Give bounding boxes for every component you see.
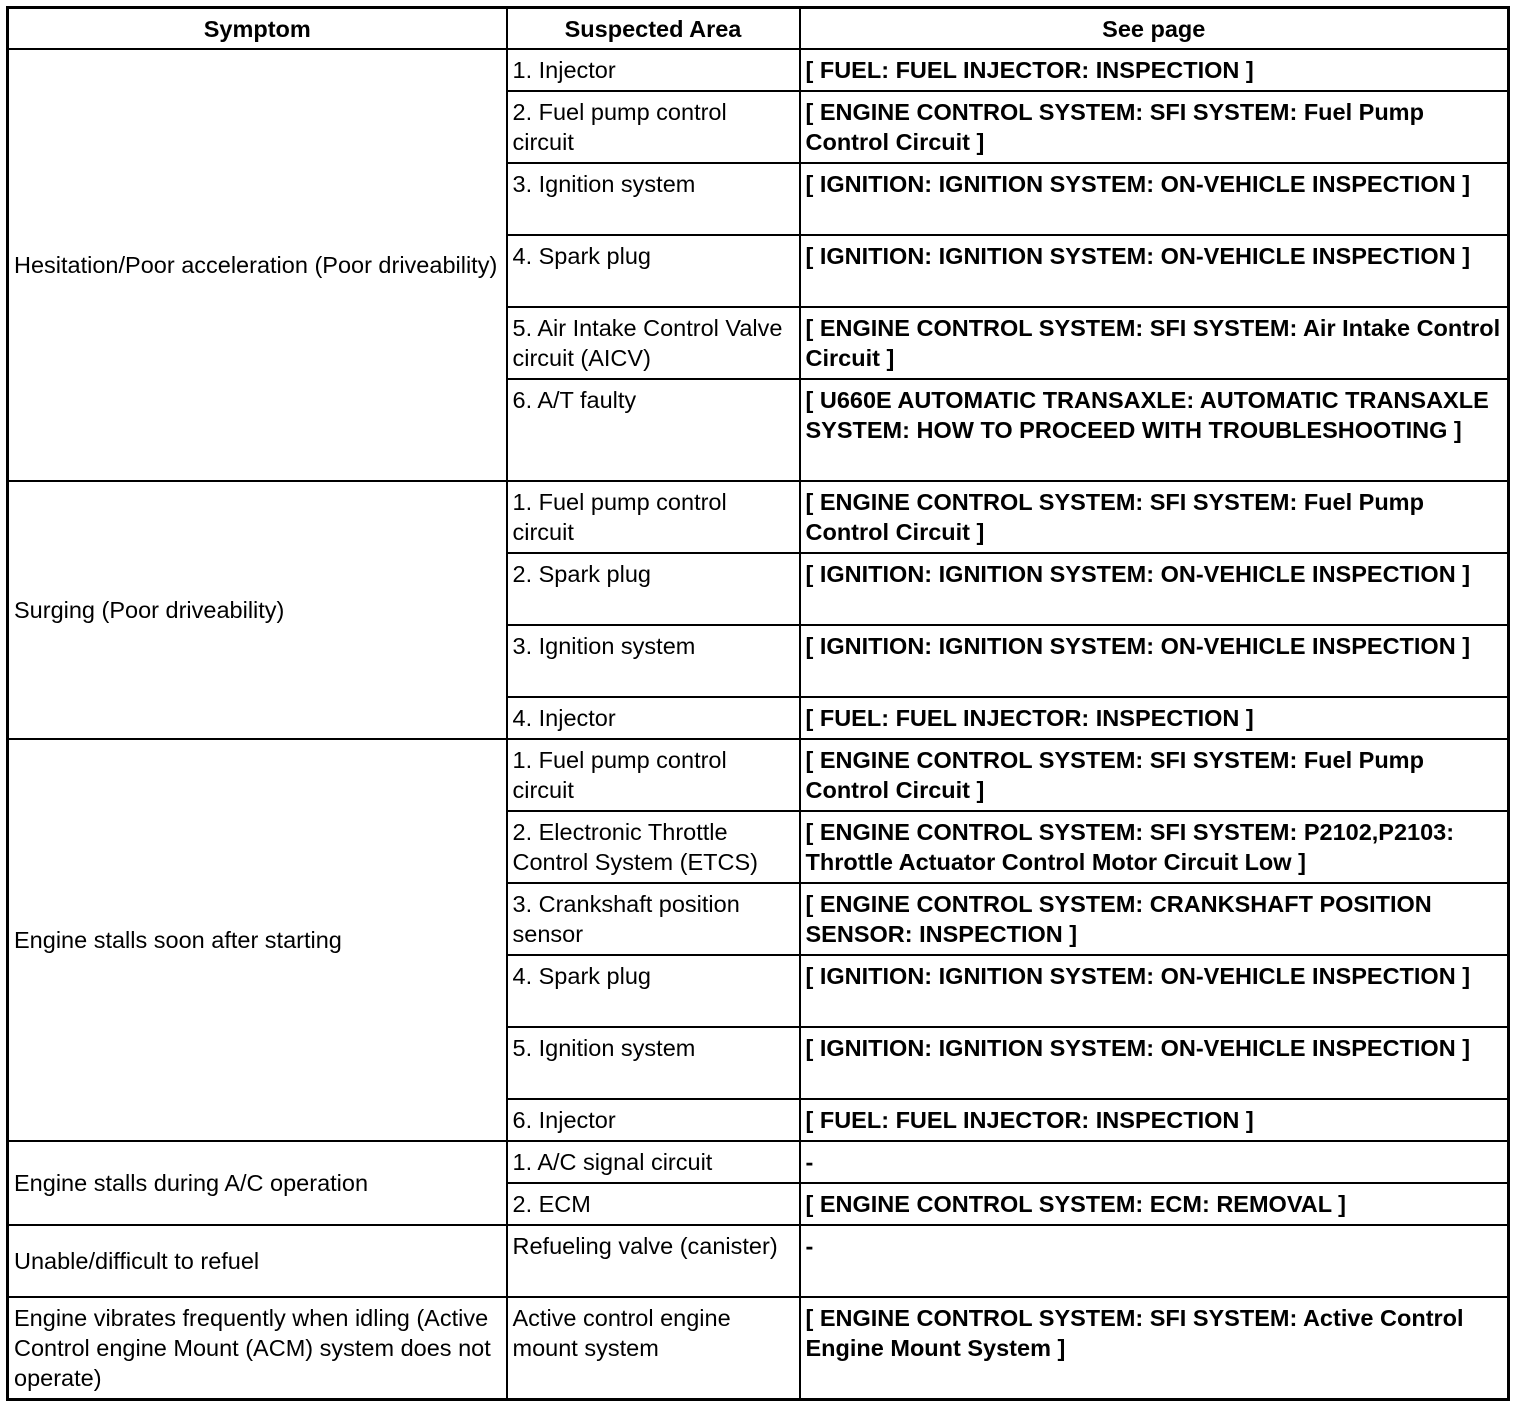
suspected-area-cell: 5. Air Intake Control Valve circuit (AICV) <box>507 307 800 379</box>
see-page-reference: [ IGNITION: IGNITION SYSTEM: ON-VEHICLE INSPECTION ] <box>800 163 1509 235</box>
suspected-area-cell: 3. Crankshaft position sensor <box>507 883 800 955</box>
header-see-page: See page <box>800 8 1509 50</box>
symptom-cell: Surging (Poor driveability) <box>8 481 507 739</box>
symptom-cell: Hesitation/Poor acceleration (Poor driveability) <box>8 49 507 481</box>
see-page-reference: [ IGNITION: IGNITION SYSTEM: ON-VEHICLE INSPECTION ] <box>800 1027 1509 1099</box>
see-page-reference: [ FUEL: FUEL INJECTOR: INSPECTION ] <box>800 49 1509 91</box>
see-page-reference: [ ENGINE CONTROL SYSTEM: SFI SYSTEM: Fuel Pump Control Circuit ] <box>800 739 1509 811</box>
suspected-area-cell: Active control engine mount system <box>507 1297 800 1400</box>
see-page-reference: [ IGNITION: IGNITION SYSTEM: ON-VEHICLE INSPECTION ] <box>800 625 1509 697</box>
suspected-area-cell: 6. Injector <box>507 1099 800 1141</box>
suspected-area-cell: 1. A/C signal circuit <box>507 1141 800 1183</box>
table-row <box>8 49 1509 91</box>
suspected-area-cell: 2. Electronic Throttle Control System (ETCS) <box>507 811 800 883</box>
see-page-reference: [ ENGINE CONTROL SYSTEM: SFI SYSTEM: Fuel Pump Control Circuit ] <box>800 481 1509 553</box>
see-page-reference: [ FUEL: FUEL INJECTOR: INSPECTION ] <box>800 697 1509 739</box>
suspected-area-cell: 3. Ignition system <box>507 625 800 697</box>
see-page-reference: [ IGNITION: IGNITION SYSTEM: ON-VEHICLE INSPECTION ] <box>800 553 1509 625</box>
header-row <box>8 8 1509 50</box>
table-row <box>8 1141 1509 1183</box>
see-page-reference: [ ENGINE CONTROL SYSTEM: ECM: REMOVAL ] <box>800 1183 1509 1225</box>
see-page-reference: [ U660E AUTOMATIC TRANSAXLE: AUTOMATIC TRANSAXLE SYSTEM: HOW TO PROCEED WITH TROUBLESHOOTING ] <box>800 379 1509 481</box>
see-page-reference: - <box>800 1141 1509 1183</box>
see-page-reference: [ ENGINE CONTROL SYSTEM: CRANKSHAFT POSITION SENSOR: INSPECTION ] <box>800 883 1509 955</box>
symptom-cell: Engine stalls soon after starting <box>8 739 507 1141</box>
suspected-area-cell: 1. Fuel pump control circuit <box>507 481 800 553</box>
see-page-reference: [ IGNITION: IGNITION SYSTEM: ON-VEHICLE INSPECTION ] <box>800 955 1509 1027</box>
see-page-reference: [ FUEL: FUEL INJECTOR: INSPECTION ] <box>800 1099 1509 1141</box>
see-page-reference: - <box>800 1225 1509 1297</box>
see-page-reference: [ ENGINE CONTROL SYSTEM: SFI SYSTEM: Fuel Pump Control Circuit ] <box>800 91 1509 163</box>
suspected-area-cell: 4. Injector <box>507 697 800 739</box>
suspected-area-cell: 6. A/T faulty <box>507 379 800 481</box>
suspected-area-cell: 3. Ignition system <box>507 163 800 235</box>
header-symptom: Symptom <box>8 8 507 50</box>
symptom-cell: Unable/difficult to refuel <box>8 1225 507 1297</box>
suspected-area-cell: 1. Fuel pump control circuit <box>507 739 800 811</box>
table-row <box>8 1225 1509 1297</box>
see-page-reference: [ IGNITION: IGNITION SYSTEM: ON-VEHICLE INSPECTION ] <box>800 235 1509 307</box>
troubleshooting-table <box>6 6 1510 1401</box>
suspected-area-cell: 2. Spark plug <box>507 553 800 625</box>
header-suspected-area: Suspected Area <box>507 8 800 50</box>
symptom-cell: Engine stalls during A/C operation <box>8 1141 507 1225</box>
suspected-area-cell: 4. Spark plug <box>507 235 800 307</box>
suspected-area-cell: 5. Ignition system <box>507 1027 800 1099</box>
see-page-reference: [ ENGINE CONTROL SYSTEM: SFI SYSTEM: Air Intake Control Circuit ] <box>800 307 1509 379</box>
suspected-area-cell: 1. Injector <box>507 49 800 91</box>
table-row <box>8 739 1509 811</box>
table-row <box>8 481 1509 553</box>
see-page-reference: [ ENGINE CONTROL SYSTEM: SFI SYSTEM: Active Control Engine Mount System ] <box>800 1297 1509 1400</box>
see-page-reference: [ ENGINE CONTROL SYSTEM: SFI SYSTEM: P2102,P2103: Throttle Actuator Control Motor Circuit Low ] <box>800 811 1509 883</box>
suspected-area-cell: 2. ECM <box>507 1183 800 1225</box>
suspected-area-cell: Refueling valve (canister) <box>507 1225 800 1297</box>
suspected-area-cell: 2. Fuel pump control circuit <box>507 91 800 163</box>
table-row <box>8 1297 1509 1400</box>
symptom-cell: Engine vibrates frequently when idling (Active Control engine Mount (ACM) system does not operate) <box>8 1297 507 1400</box>
suspected-area-cell: 4. Spark plug <box>507 955 800 1027</box>
